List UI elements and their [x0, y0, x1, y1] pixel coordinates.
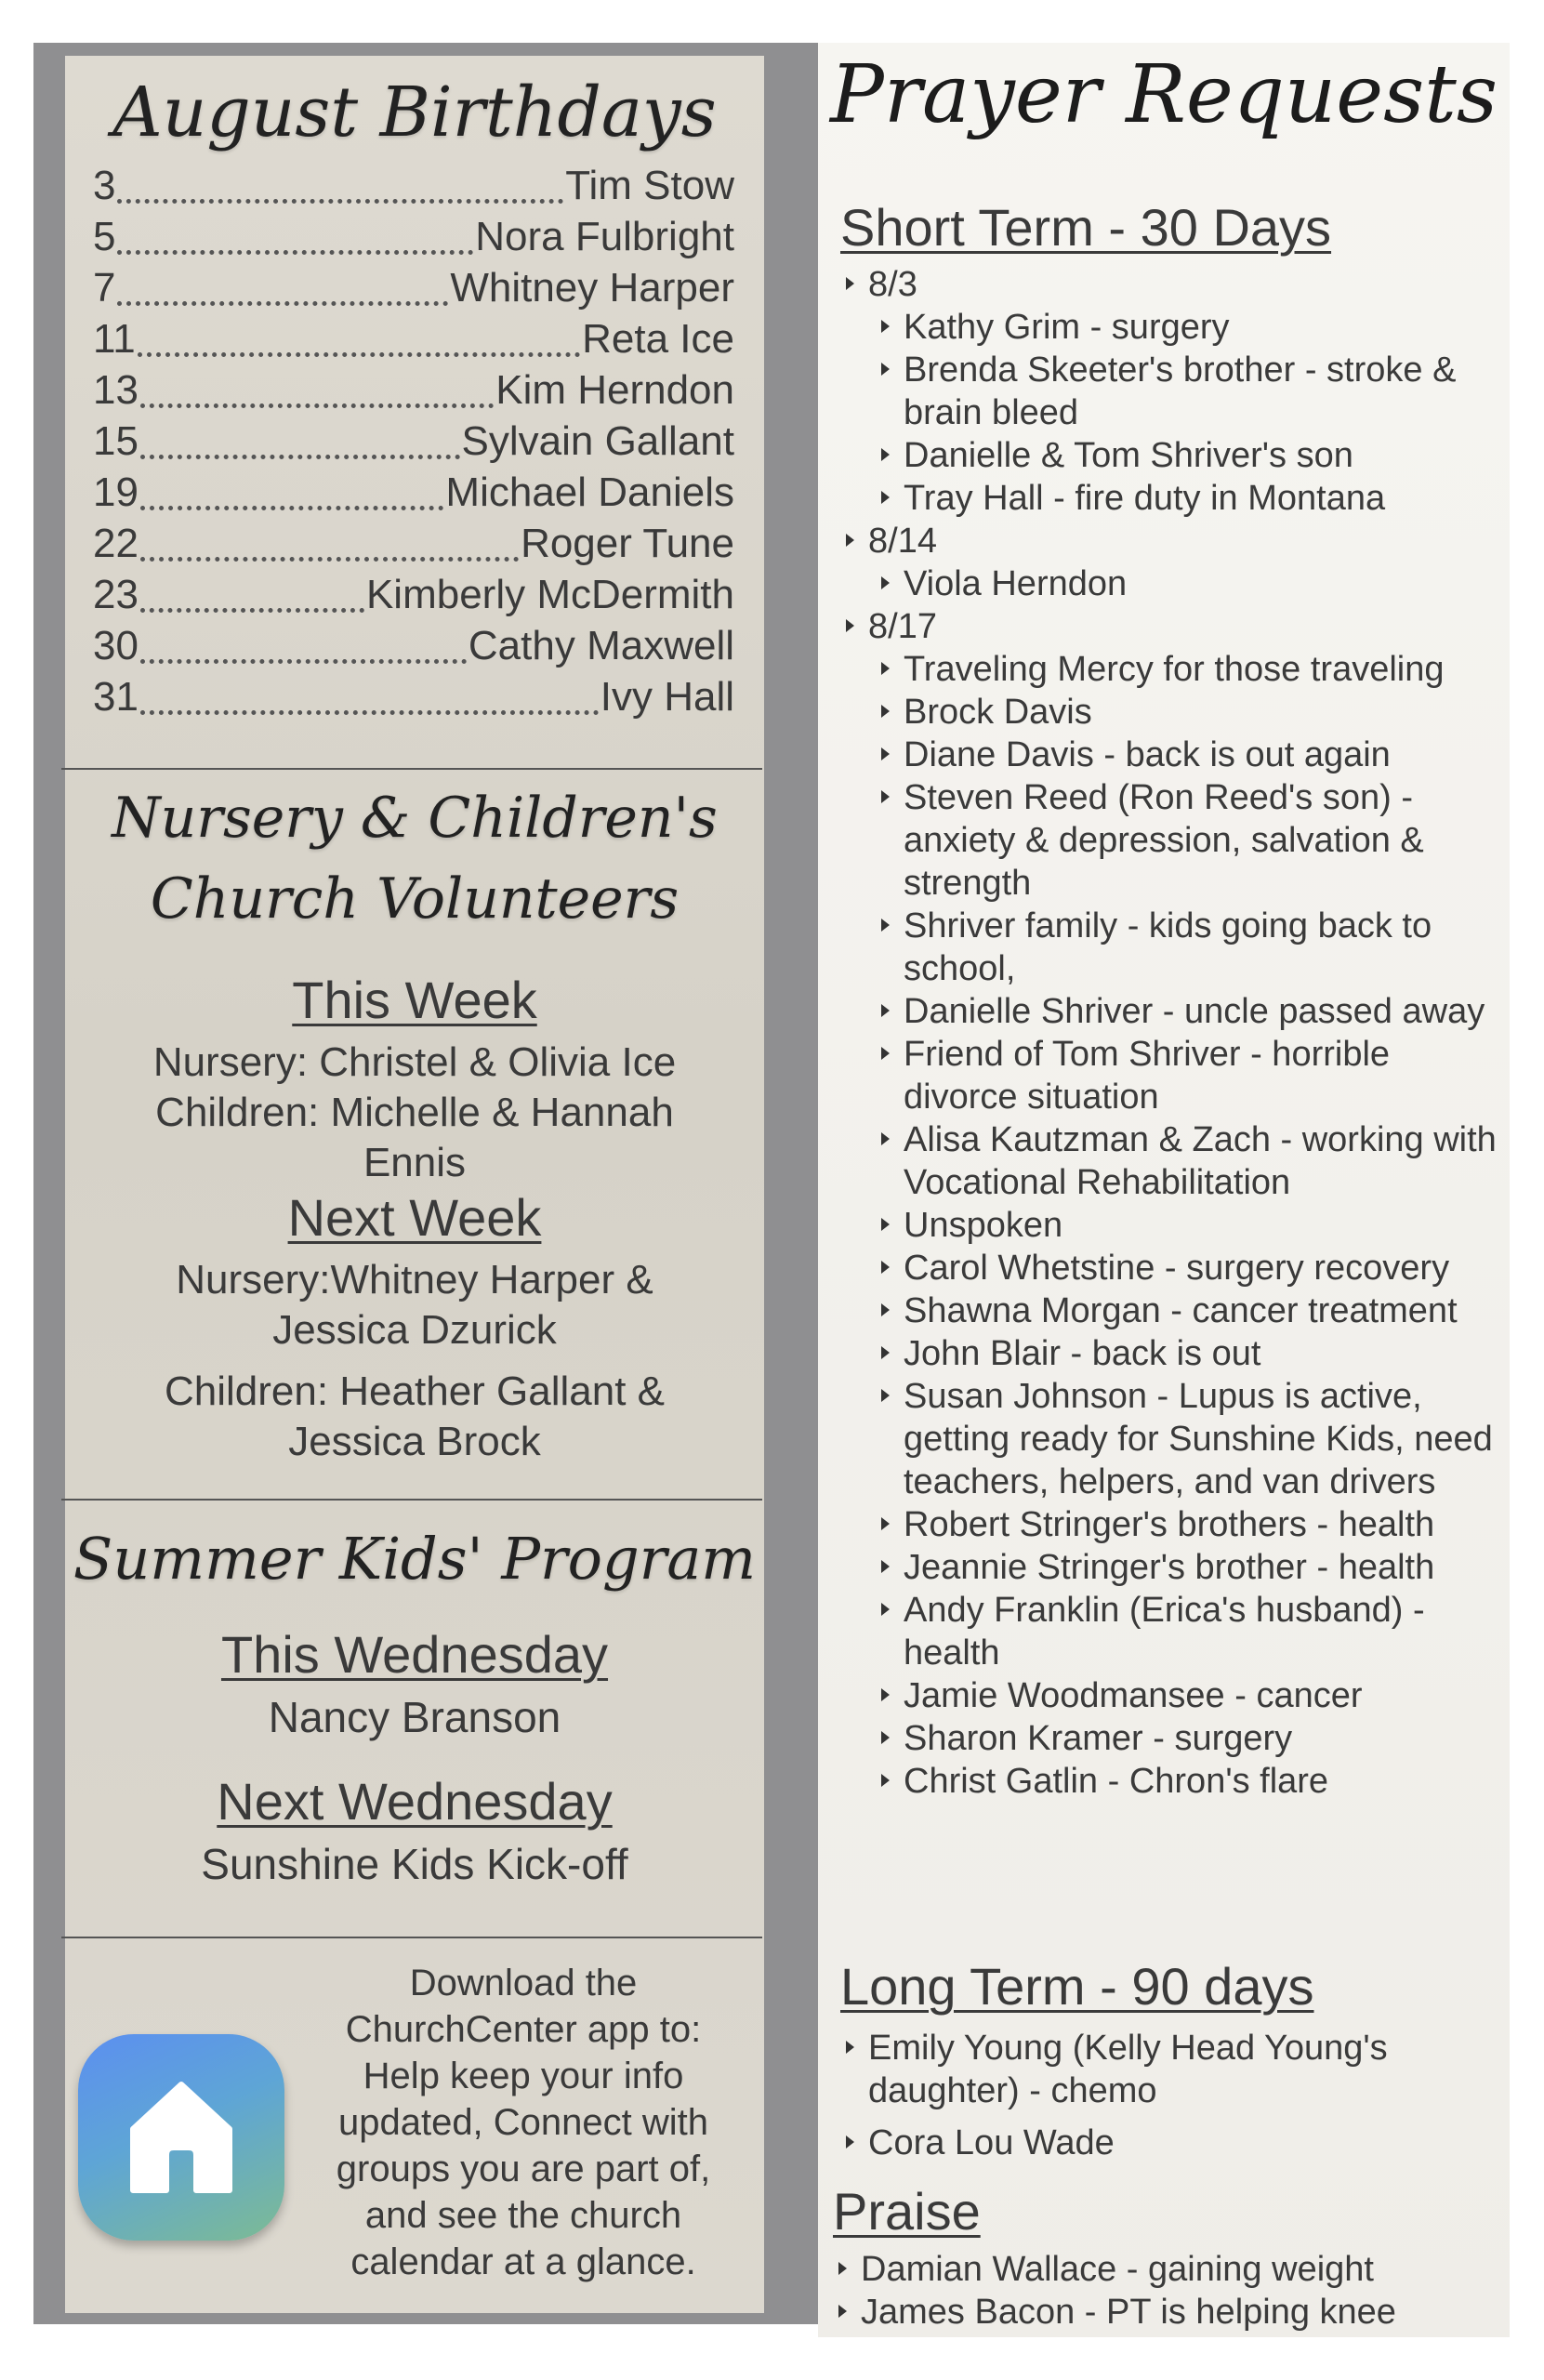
- app-promo-line: ChurchCenter app to:: [345, 2009, 702, 2050]
- prayer-item-text: Robert Stringer's brothers - health: [904, 1505, 1435, 1544]
- app-promo-line: groups you are part of,: [336, 2149, 711, 2189]
- bullet-triangle-icon: [846, 2041, 854, 2054]
- prayer-item: [842, 691, 1502, 734]
- app-promo-text: [296, 1960, 751, 2285]
- praise-heading: Praise: [833, 2182, 981, 2241]
- birthday-name: Michael Daniels: [445, 469, 734, 515]
- prayer-item-text: Christ Gatlin - Chron's flare: [904, 1762, 1329, 1801]
- app-promo-line: Help keep your info: [363, 2056, 684, 2096]
- bullet-triangle-icon: [881, 1303, 890, 1316]
- bullet-triangle-icon: [881, 1004, 890, 1017]
- next-week-line: Jessica Brock: [288, 1419, 541, 1464]
- prayer-item-text: Traveling Mercy for those traveling: [904, 650, 1445, 689]
- home-icon: [129, 2081, 233, 2194]
- prayer-item: [842, 1332, 1502, 1375]
- prayer-item: [835, 2291, 1495, 2334]
- birthday-name: Tim Stow: [565, 163, 734, 208]
- prayer-item-text: Shawna Morgan - cancer treatment: [904, 1291, 1458, 1330]
- prayer-item: [842, 263, 1502, 306]
- long-term-heading: Long Term - 90 days: [840, 1957, 1314, 2016]
- next-wednesday-heading: Next Wednesday: [217, 1772, 613, 1831]
- prayer-item: [842, 1503, 1502, 1546]
- section-divider: [61, 1937, 762, 1938]
- section-divider: [61, 1499, 762, 1501]
- prayer-item-text: Shriver family - kids going back to school,: [904, 906, 1432, 988]
- prayer-item: [842, 648, 1502, 691]
- prayer-item: [842, 990, 1502, 1033]
- churchcenter-app-icon: [78, 2034, 284, 2241]
- dot-leader: [140, 455, 460, 459]
- birthday-day: 19: [93, 469, 139, 515]
- prayer-item: [842, 1546, 1502, 1589]
- prayer-item-text: Brenda Skeeter's brother - stroke & brain bleed: [904, 350, 1457, 432]
- prayer-item-text: Cora Lou Wade: [868, 2123, 1115, 2162]
- birthday-row: [93, 265, 734, 316]
- bullet-triangle-icon: [846, 2135, 854, 2149]
- birthday-name: Roger Tune: [521, 521, 734, 566]
- birthday-day: 30: [93, 623, 139, 668]
- prayer-item-text: Kathy Grim - surgery: [904, 308, 1230, 347]
- prayer-item: [842, 520, 1502, 562]
- birthday-name: Kimberly McDermith: [365, 572, 734, 617]
- prayer-item: [842, 1247, 1502, 1289]
- prayer-item-text: 8/14: [868, 522, 937, 561]
- prayer-item: [842, 1760, 1502, 1803]
- app-promo-line: updated, Connect with: [337, 2102, 709, 2143]
- prayer-item-text: 8/17: [868, 607, 937, 646]
- birthday-row: [93, 316, 734, 367]
- bullet-triangle-icon: [881, 747, 890, 760]
- prayer-item-text: Sharon Kramer - surgery: [904, 1719, 1293, 1758]
- birthday-name: Kim Herndon: [495, 367, 734, 413]
- prayer-item: [842, 2027, 1502, 2112]
- bullet-triangle-icon: [881, 1261, 890, 1274]
- bullet-triangle-icon: [846, 619, 854, 632]
- praise-list: [835, 2248, 1495, 2334]
- short-term-list: [842, 263, 1502, 1803]
- volunteers-title-line1: Nursery & Children's: [112, 786, 718, 851]
- dot-leader: [140, 403, 494, 408]
- birthday-row: [93, 674, 734, 725]
- bullet-triangle-icon: [881, 448, 890, 461]
- birthday-row: [93, 623, 734, 674]
- prayer-item: [842, 905, 1502, 990]
- bullet-triangle-icon: [881, 1688, 890, 1701]
- bullet-triangle-icon: [881, 1389, 890, 1402]
- prayer-item-text: Danielle Shriver - uncle passed away: [904, 992, 1485, 1031]
- this-week-line: Ennis: [363, 1140, 467, 1185]
- birthday-row: [93, 418, 734, 469]
- next-week-block: [65, 1187, 764, 1467]
- prayer-item: [842, 776, 1502, 905]
- prayer-item: [842, 2122, 1502, 2164]
- prayer-item: [842, 1589, 1502, 1674]
- birthday-day: 3: [93, 163, 116, 208]
- next-week-line: Jessica Dzurick: [272, 1307, 557, 1353]
- prayer-item: [842, 1289, 1502, 1332]
- bullet-triangle-icon: [881, 662, 890, 675]
- prayer-item: [842, 434, 1502, 477]
- birthday-row: [93, 163, 734, 214]
- birthday-day: 13: [93, 367, 139, 413]
- bullet-triangle-icon: [881, 919, 890, 932]
- prayer-item-text: Viola Herndon: [904, 564, 1128, 603]
- bullet-triangle-icon: [881, 1047, 890, 1060]
- prayer-item-text: Unspoken: [904, 1206, 1063, 1245]
- prayer-item-text: Susan Johnson - Lupus is active, getting ready for Sunshine Kids, need teachers, helpers, and van drivers: [904, 1377, 1493, 1501]
- birthday-row: [93, 367, 734, 418]
- next-wednesday-text: Sunshine Kids Kick-off: [201, 1840, 628, 1888]
- prayer-item: [842, 1204, 1502, 1247]
- prayer-item-text: Damian Wallace - gaining weight: [861, 2250, 1374, 2289]
- long-term-list: [842, 2027, 1502, 2164]
- prayer-item: [842, 734, 1502, 776]
- bullet-triangle-icon: [881, 1346, 890, 1359]
- birthday-name: Sylvain Gallant: [461, 418, 734, 464]
- dot-leader: [117, 250, 473, 255]
- prayer-item-text: John Blair - back is out: [904, 1334, 1261, 1373]
- bullet-triangle-icon: [881, 790, 890, 803]
- this-week-block: [65, 970, 764, 1188]
- section-divider: [61, 768, 762, 770]
- prayer-item-text: Jamie Woodmansee - cancer: [904, 1676, 1363, 1715]
- bullet-triangle-icon: [881, 1218, 890, 1231]
- bullet-triangle-icon: [846, 277, 854, 290]
- bullet-triangle-icon: [881, 705, 890, 718]
- app-promo-line: calendar at a glance.: [350, 2241, 696, 2282]
- bullet-triangle-icon: [881, 1603, 890, 1616]
- prayer-item: [835, 2248, 1495, 2291]
- prayer-item: [842, 1674, 1502, 1717]
- bullet-triangle-icon: [838, 2262, 847, 2275]
- prayer-item: [842, 306, 1502, 349]
- birthdays-title: August Birthdays: [112, 73, 717, 152]
- birthday-name: Reta Ice: [582, 316, 734, 362]
- this-week-line: Nursery: Christel & Olivia Ice: [152, 1039, 677, 1085]
- prayer-item: [842, 1033, 1502, 1118]
- prayer-item-text: Tray Hall - fire duty in Montana: [904, 479, 1386, 518]
- prayer-item: [842, 1375, 1502, 1503]
- prayer-item: [842, 562, 1502, 605]
- prayer-item-text: Jeannie Stringer's brother - health: [904, 1548, 1435, 1587]
- prayer-item: [842, 605, 1502, 648]
- prayer-item-text: Carol Whetstine - surgery recovery: [904, 1249, 1450, 1288]
- birthday-row: [93, 521, 734, 572]
- bullet-triangle-icon: [881, 1517, 890, 1530]
- app-promo-line: Download the: [409, 1963, 638, 2003]
- summer-title: Summer Kids' Program: [73, 1525, 757, 1593]
- prayer-item-text: James Bacon - PT is helping knee: [861, 2293, 1396, 2332]
- prayer-item-text: 8/3: [868, 265, 917, 304]
- prayer-item: [842, 1717, 1502, 1760]
- birthday-name: Whitney Harper: [450, 265, 734, 311]
- birthday-name: Nora Fulbright: [475, 214, 734, 259]
- prayer-item: [842, 477, 1502, 520]
- prayer-item-text: Steven Reed (Ron Reed's son) - anxiety & depression, salvation & strength: [904, 778, 1424, 903]
- prayer-item-text: Emily Young (Kelly Head Young's daughter) - chemo: [868, 2029, 1388, 2110]
- birthday-day: 22: [93, 521, 139, 566]
- volunteers-title-line2: Church Volunteers: [150, 866, 680, 932]
- dot-leader: [140, 659, 467, 664]
- next-week-line: Children: Heather Gallant &: [164, 1368, 666, 1414]
- birthday-list: [93, 163, 734, 725]
- bullet-triangle-icon: [881, 1560, 890, 1573]
- dot-leader: [140, 608, 364, 613]
- bullet-triangle-icon: [881, 1731, 890, 1744]
- bullet-triangle-icon: [881, 1774, 890, 1787]
- prayer-item-text: Diane Davis - back is out again: [904, 735, 1391, 774]
- prayer-item: [842, 349, 1502, 434]
- short-term-heading: Short Term - 30 Days: [840, 198, 1332, 257]
- this-week-line: Children: Michelle & Hannah: [155, 1090, 674, 1135]
- prayer-item-text: Alisa Kautzman & Zach - working with Vocational Rehabilitation: [904, 1120, 1497, 1202]
- bullet-triangle-icon: [846, 534, 854, 547]
- prayer-requests-title: Prayer Requests: [830, 48, 1498, 141]
- dot-leader: [140, 710, 599, 715]
- next-wednesday-block: [65, 1771, 764, 1889]
- dot-leader: [117, 301, 448, 306]
- prayer-item-text: Andy Franklin (Erica's husband) - health: [904, 1591, 1425, 1673]
- birthday-day: 5: [93, 214, 116, 259]
- next-week-line: Nursery:Whitney Harper &: [176, 1257, 653, 1302]
- prayer-item-text: Danielle & Tom Shriver's son: [904, 436, 1353, 475]
- dot-leader: [140, 557, 519, 562]
- next-week-heading: Next Week: [287, 1188, 542, 1247]
- prayer-item-text: Brock Davis: [904, 693, 1092, 732]
- bullet-triangle-icon: [881, 576, 890, 589]
- dot-leader: [138, 352, 580, 357]
- birthday-row: [93, 469, 734, 521]
- bullet-triangle-icon: [881, 363, 890, 376]
- bullet-triangle-icon: [881, 491, 890, 504]
- birthday-name: Cathy Maxwell: [468, 623, 734, 668]
- dot-leader: [140, 506, 443, 510]
- birthday-day: 15: [93, 418, 139, 464]
- birthday-day: 11: [93, 316, 136, 362]
- birthday-row: [93, 214, 734, 265]
- this-week-heading: This Week: [292, 971, 537, 1029]
- this-wednesday-text: Nancy Branson: [268, 1693, 561, 1741]
- this-wednesday-block: [65, 1624, 764, 1742]
- bullet-triangle-icon: [881, 320, 890, 333]
- this-wednesday-heading: This Wednesday: [220, 1625, 609, 1684]
- prayer-item-text: Friend of Tom Shriver - horrible divorce situation: [904, 1035, 1391, 1117]
- birthday-day: 23: [93, 572, 139, 617]
- bullet-triangle-icon: [881, 1132, 890, 1145]
- dot-leader: [117, 199, 563, 204]
- app-promo-line: and see the church: [364, 2195, 682, 2236]
- birthday-row: [93, 572, 734, 623]
- bullet-triangle-icon: [838, 2305, 847, 2318]
- prayer-item: [842, 1118, 1502, 1204]
- birthday-day: 7: [93, 265, 116, 311]
- birthday-day: 31: [93, 674, 139, 720]
- birthday-name: Ivy Hall: [600, 674, 734, 720]
